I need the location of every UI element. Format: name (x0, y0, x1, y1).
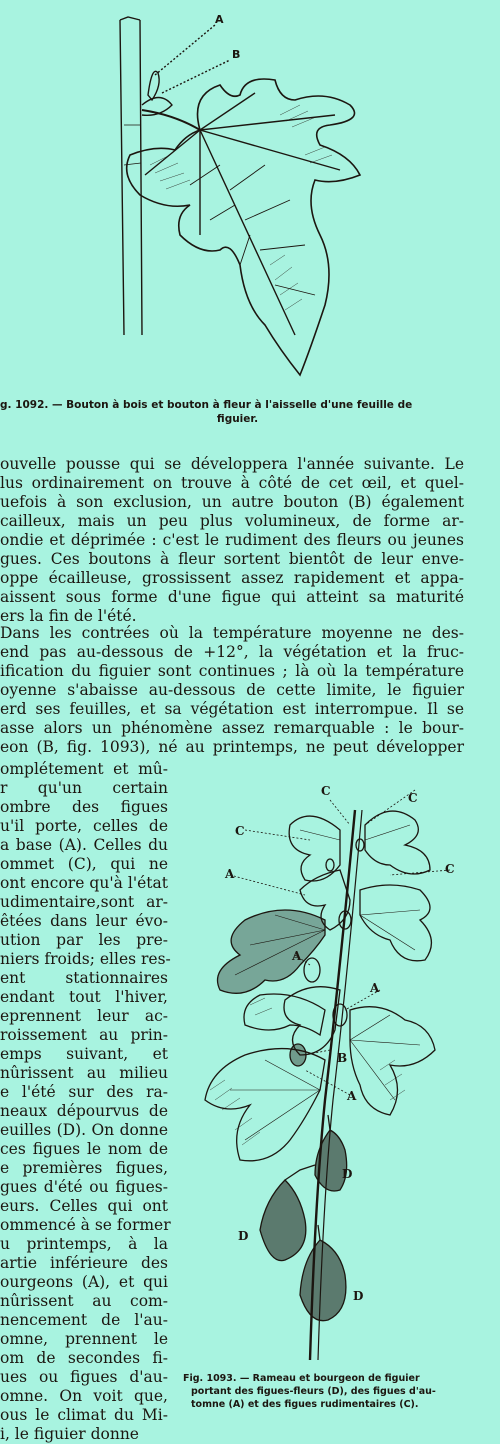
text-line: gues d'été ou figues- (0, 1178, 168, 1196)
text-line: nûrissent au milieu (0, 1064, 168, 1082)
caption-line: figuier. (216, 413, 259, 425)
label-c: C (235, 824, 245, 838)
text-line: ues ou figues d'au- (0, 1368, 168, 1386)
label-c: C (408, 791, 418, 805)
text-line: ers la fin de l'été. (0, 607, 137, 625)
text-line: nencement de l'au- (0, 1311, 168, 1329)
text-line: euilles (D). On donne (0, 1121, 168, 1139)
caption-line: tomne (A) et des figues rudimentaires (C). (191, 1399, 419, 1410)
text-line: aissent sous forme d'une figue qui atteint sa maturité (0, 588, 464, 606)
text-line: eon (B, fig. 1093), né au printemps, ne peut développer (0, 738, 464, 756)
text-line: omne. On voit que, (0, 1387, 168, 1405)
fig-leaf-illustration (80, 5, 390, 380)
text-line: artie inférieure des (0, 1254, 168, 1272)
label-a: A (347, 1089, 357, 1103)
text-line: e premières figues, (0, 1159, 168, 1177)
text-line: endant tout l'hiver, (0, 988, 168, 1006)
text-line: ombre des figues (0, 798, 168, 816)
text-line: roissement au prin- (0, 1026, 168, 1044)
text-line: ont encore qu'à l'état (0, 874, 168, 892)
text-line: neaux dépourvus de (0, 1102, 168, 1120)
text-line: asse alors un phénomène assez remarquable : le bour- (0, 719, 464, 737)
text-line: uefois à son exclusion, un autre bouton (B) également (0, 493, 464, 511)
figure-1093-caption (183, 1372, 468, 1411)
text-line: ces figues le nom de (0, 1140, 168, 1158)
text-line: ommencé à se former (0, 1216, 171, 1234)
text-line: eprennent leur ac- (0, 1007, 168, 1025)
text-line: emps suivant, et (0, 1045, 168, 1063)
text-line: ution par les pre- (0, 931, 168, 949)
label-c: C (321, 784, 331, 798)
text-line: Dans les contrées où la température moyenne ne des- (0, 624, 464, 642)
caption-line: portant des figues-fleurs (D), des figues d'au- (191, 1386, 436, 1397)
paragraph-2 (0, 624, 464, 757)
caption-line: g. 1092. — Bouton à bois et bouton à fleur à l'aisselle d'une feuille de (0, 399, 413, 411)
label-d: D (342, 1167, 353, 1181)
text-line: oyenne s'abaisse au-dessous de cette limite, le figuier (0, 681, 464, 699)
label-c: C (445, 862, 455, 876)
text-line: u'il porte, celles de (0, 817, 168, 835)
text-line: nûrissent au com- (0, 1292, 168, 1310)
text-line: end pas au-dessous de +12°, la végétation et la fruc- (0, 643, 464, 661)
label-d: D (353, 1289, 364, 1303)
label-b: B (232, 48, 241, 61)
label-a: A (215, 13, 224, 26)
text-line: ous le climat du Mi- (0, 1406, 168, 1424)
text-line: ouvelle pousse qui se développera l'année suivante. Le (0, 455, 464, 473)
label-d: D (238, 1229, 249, 1243)
text-line: erd ses feuilles, et sa végétation est interrompue. Il se (0, 700, 464, 718)
text-line: omplétement et mû- (0, 760, 168, 778)
text-line: lus ordinairement on trouve à côté de cet œil, et quel- (0, 474, 464, 492)
text-line: ent stationnaires (0, 969, 168, 987)
text-line: om de secondes fi- (0, 1349, 168, 1367)
text-line: r qu'un certain (0, 779, 168, 797)
text-line: ification du figuier sont continues ; là où la température (0, 662, 464, 680)
narrow-text-column (0, 760, 171, 1444)
label-a: A (225, 867, 235, 881)
text-line: niers froids; elles res- (0, 950, 171, 968)
text-line: ourgeons (A), et qui (0, 1273, 168, 1291)
text-line: êtées dans leur évo- (0, 912, 168, 930)
figure-1092-caption (0, 398, 465, 426)
text-line: eurs. Celles qui ont (0, 1197, 168, 1215)
text-line: a base (A). Celles du (0, 836, 168, 854)
text-line: gues. Ces boutons à fleur sortent bientôt de leur enve- (0, 550, 464, 568)
text-line: oppe écailleuse, grossissent assez rapidement et appa- (0, 569, 464, 587)
text-line: i, le figuier donne (0, 1425, 139, 1443)
caption-line: Fig. 1093. — Rameau et bourgeon de figuier (183, 1373, 420, 1384)
text-line: caillеux, mais un peu plus volumineux, de forme ar- (0, 512, 464, 530)
text-line: ommet (C), qui ne (0, 855, 168, 873)
text-line: udimentaire,sont ar- (0, 893, 168, 911)
text-line: u printemps, à la (0, 1235, 168, 1253)
fig-branch-illustration (190, 770, 475, 1370)
label-a: A (292, 949, 302, 963)
text-line: e l'été sur des ra- (0, 1083, 168, 1101)
label-b: B (337, 1051, 348, 1065)
paragraph-1 (0, 455, 464, 626)
text-line: ondie et déprimée : c'est le rudiment des fleurs ou jeunes (0, 531, 464, 549)
label-a: A (370, 981, 380, 995)
text-line: omne, prennent le (0, 1330, 168, 1348)
